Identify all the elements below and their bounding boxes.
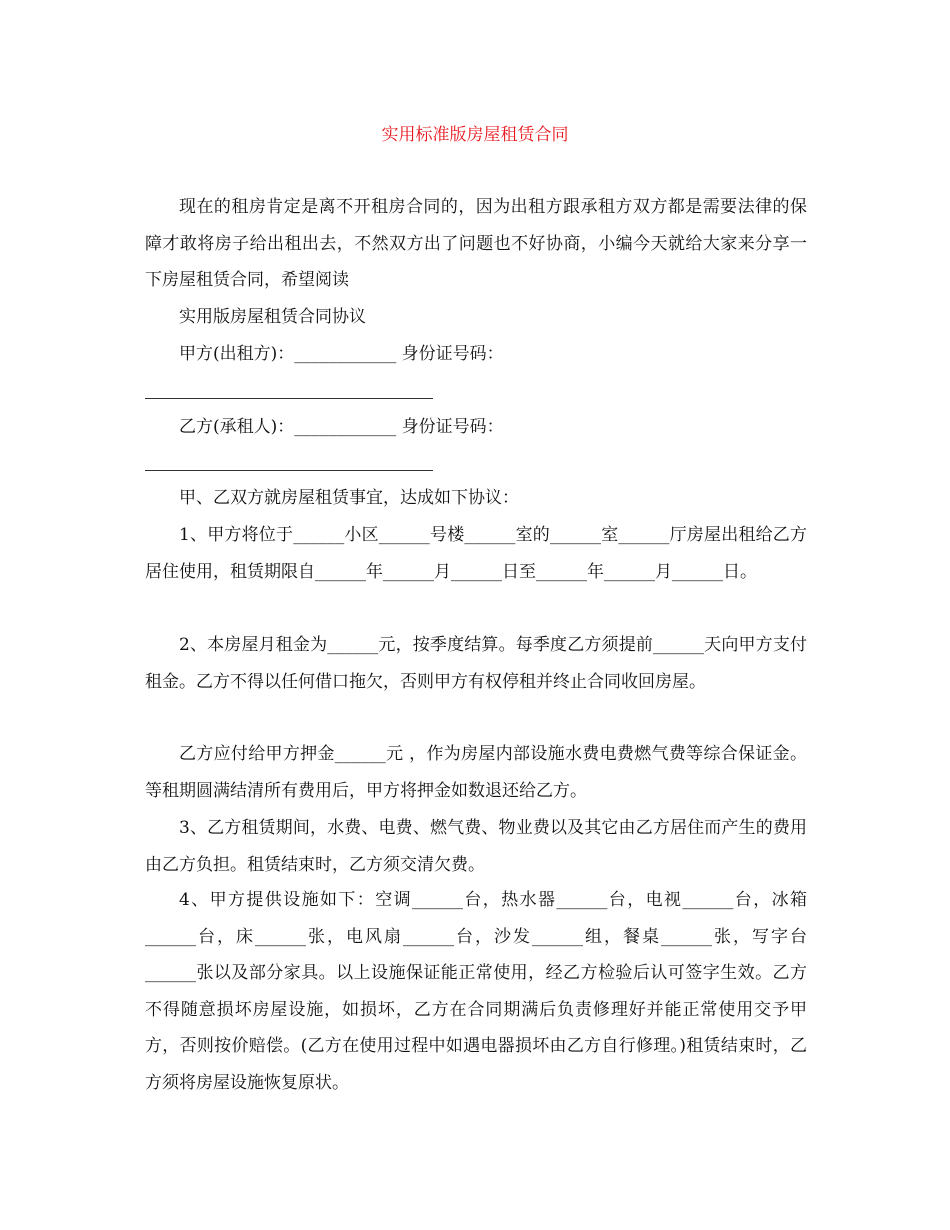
clause-3: 3、乙方租赁期间，水费、电费、燃气费、物业费以及其它由乙方居住而产生的费用由乙方负担。租赁结束时，乙方须交清欠费。 — [145, 818, 807, 875]
deposit-paragraph: 乙方应付给甲方押金______元 ，作为房屋内部设施水费电费燃气费等综合保证金。等租期圆满结清所有费用后，甲方将押金如数退还给乙方。 — [145, 744, 807, 801]
clause-1: 1、甲方将位于______小区______号楼______室的______室______厅房屋出租给乙方居住使用，租赁期限自______年______月______日至______年______月______日。 — [145, 525, 807, 582]
subtitle-line: 实用版房屋租赁合同协议 — [179, 307, 366, 327]
party-b-line: 乙方(承租人)：____________ 身份证号码： — [179, 417, 504, 437]
party-a-id-blank — [145, 398, 433, 399]
document-title: 实用标准版房屋租赁合同 — [381, 125, 569, 145]
agreement-intro: 甲、乙双方就房屋租赁事宜，达成如下协议： — [179, 488, 519, 508]
clause-4: 4、甲方提供设施如下：空调______台，热水器______台，电视______台，冰箱______台，床______张，电风扇______台，沙发______组，餐桌______张，写字台______张以及部分家具。以上设施保证能正常使用，经乙方检验后认可签字生效。乙方不得随意损坏房屋设施，如损坏，乙方在合同期满后负责修理好并能正常使用交予甲方，否则按价赔偿。(乙方在使用过程中如遇电器损坏由乙方自行修理。)租赁结束时，乙方须将房屋设施恢复原状。 — [145, 890, 807, 1093]
clause-2: 2、本房屋月租金为______元，按季度结算。每季度乙方须提前______天向甲方支付租金。乙方不得以任何借口拖欠，否则甲方有权停租并终止合同收回房屋。 — [145, 635, 807, 692]
party-b-id-blank — [145, 470, 433, 471]
party-a-line: 甲方(出租方)：____________ 身份证号码： — [179, 344, 504, 364]
intro-paragraph: 现在的租房肯定是离不开租房合同的，因为出租方跟承租方双方都是需要法律的保障才敢将房子给出租出去，不然双方出了问题也不好协商，小编今天就给大家来分享一下房屋租赁合同，希望阅读 — [145, 197, 807, 290]
